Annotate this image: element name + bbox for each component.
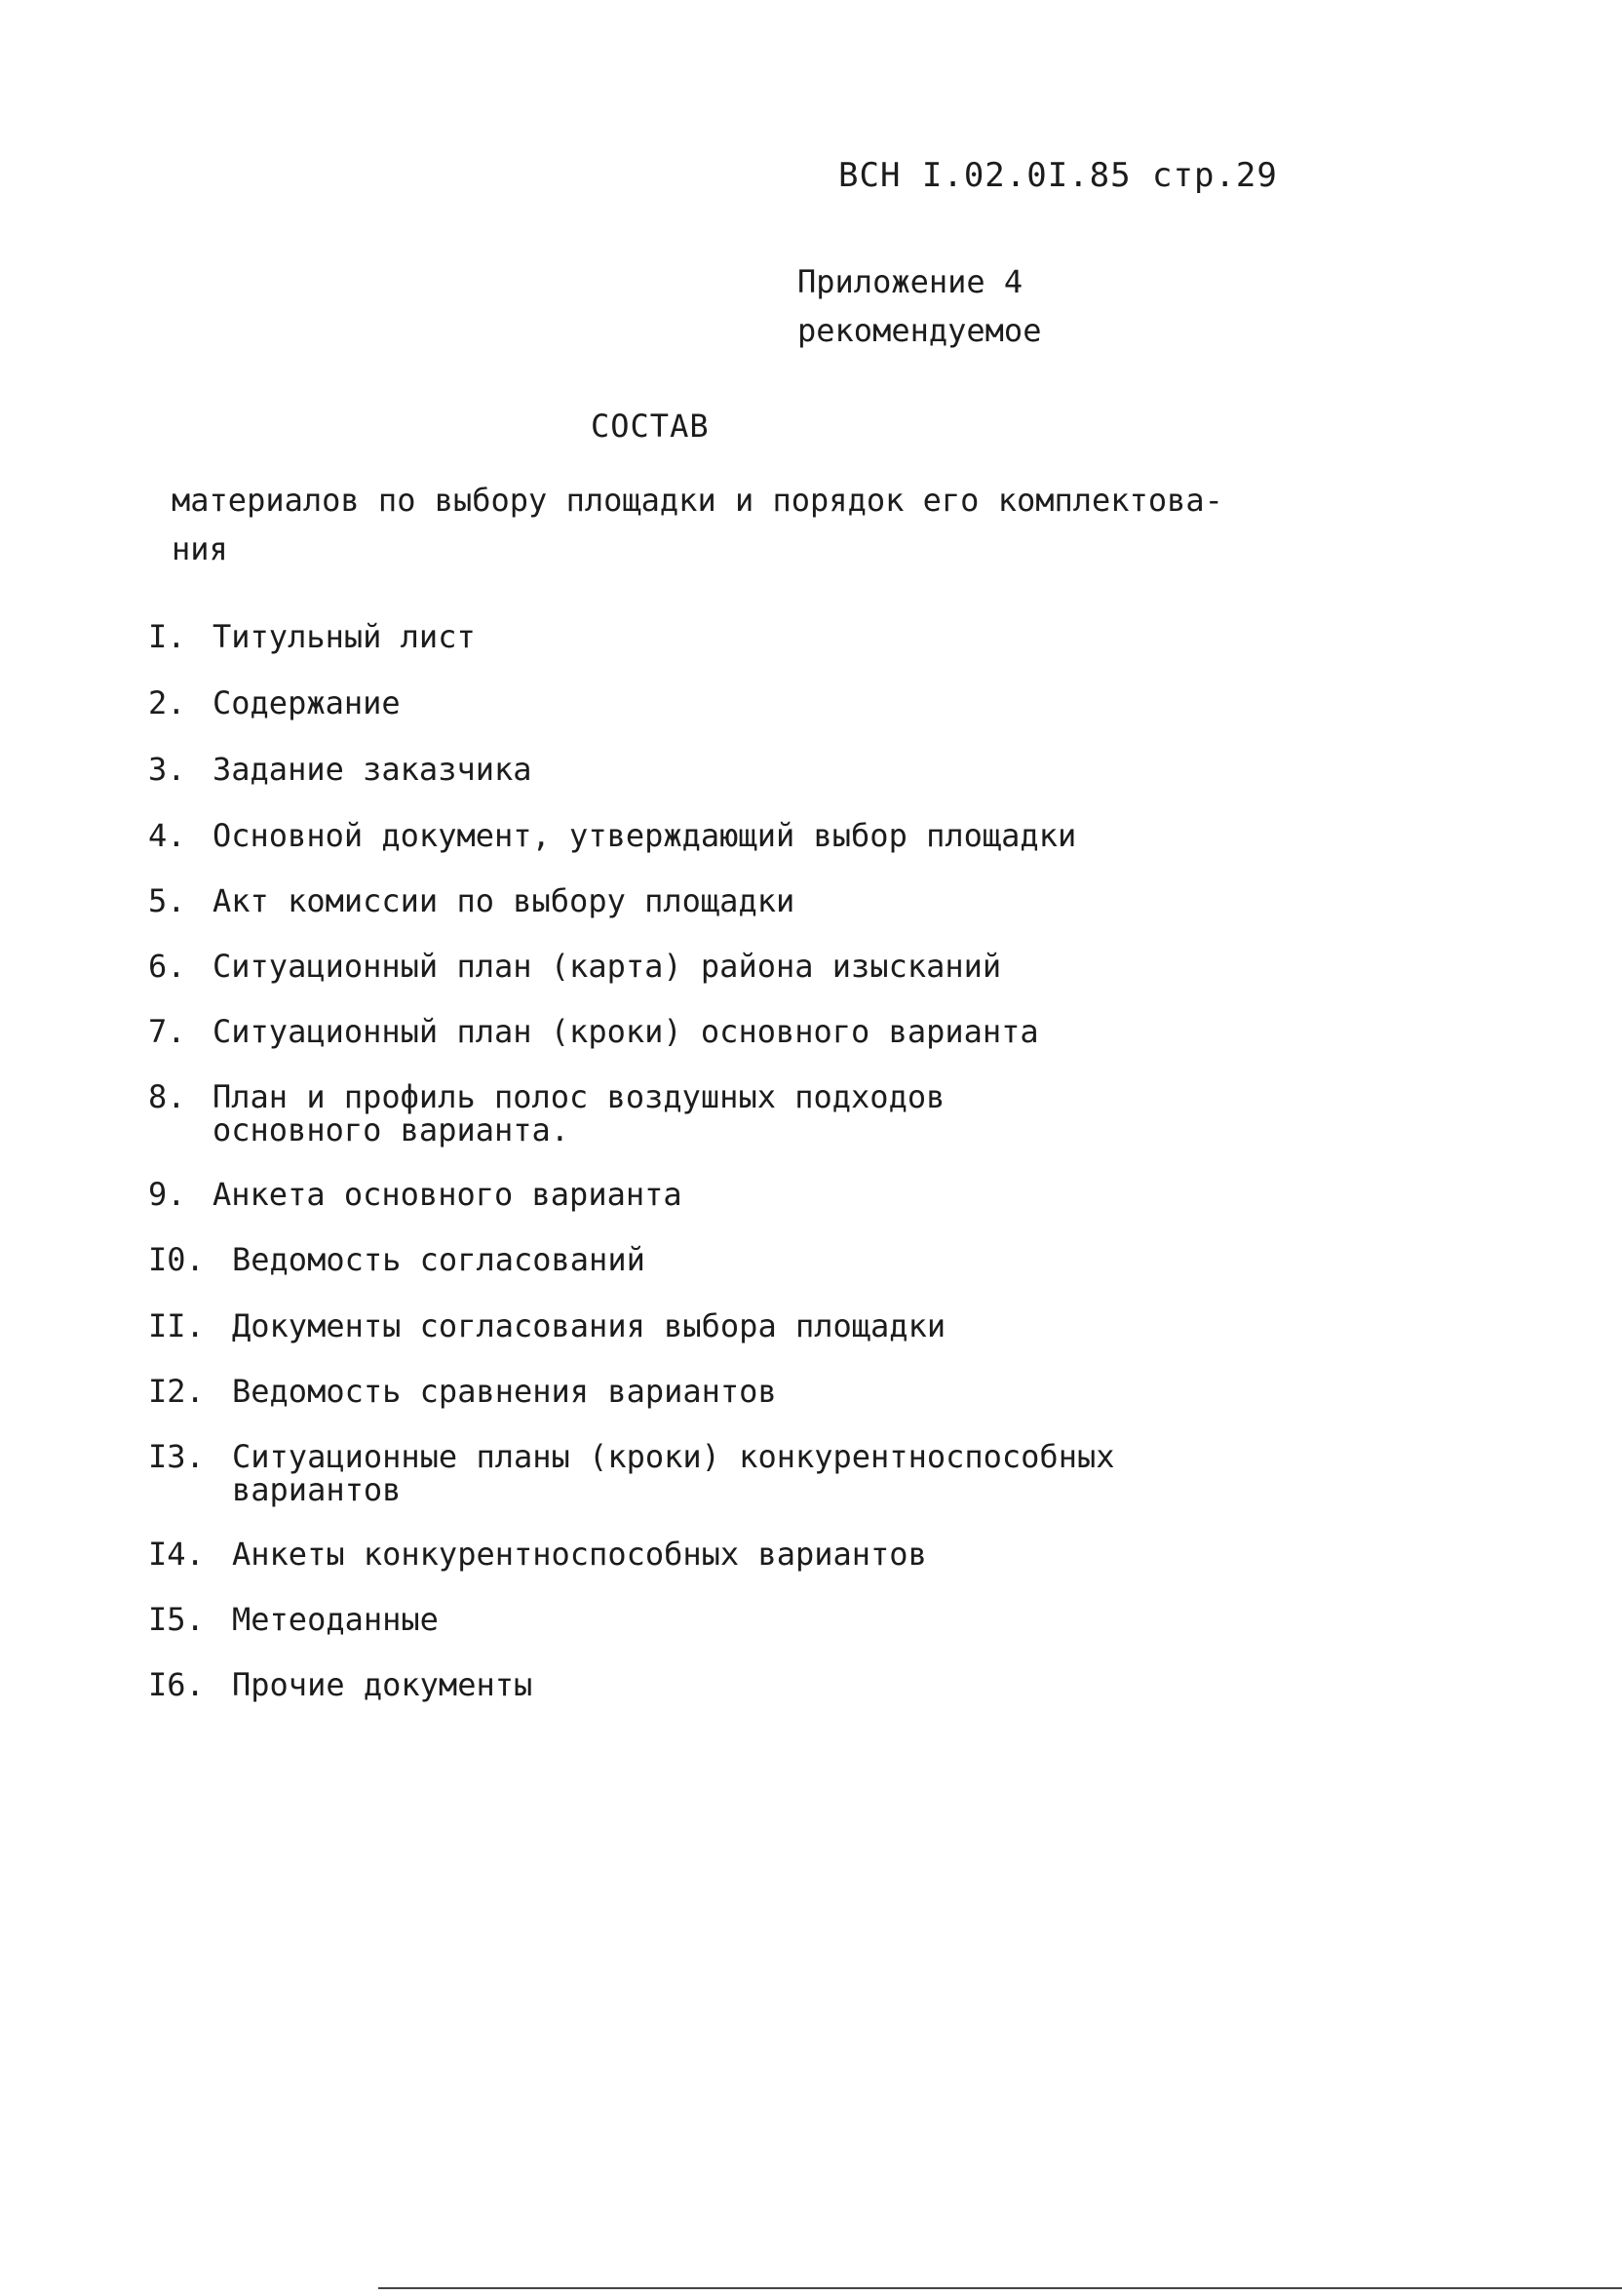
list-item-text: Ситуационный план (кроки) основного варианта bbox=[212, 1013, 1039, 1050]
list-item-number: 8. bbox=[148, 1078, 186, 1115]
list-item bbox=[148, 686, 401, 720]
list-item-text: Акт комиссии по выбору площадки bbox=[212, 882, 795, 919]
list-item-number: 5. bbox=[148, 882, 186, 919]
list-item-text: Задание заказчика bbox=[212, 751, 532, 788]
list-item-number: II. bbox=[148, 1307, 205, 1344]
page-title: СОСТАВ bbox=[591, 408, 710, 445]
list-item-text: План и профиль полос воздушных подходов основного варианта. bbox=[212, 1078, 946, 1148]
document-code-header: ВСН I.02.0I.85 стр.29 bbox=[838, 156, 1278, 195]
list-item-text: Ситуационный план (карта) района изысканий bbox=[212, 948, 1002, 985]
list-item-text: Основной документ, утверждающий выбор площадки bbox=[212, 817, 1077, 854]
list-item bbox=[148, 1178, 682, 1211]
list-item-number: I6. bbox=[148, 1666, 205, 1703]
list-item-number: I2. bbox=[148, 1373, 205, 1410]
subtitle-line-2: ния bbox=[172, 530, 228, 567]
list-item bbox=[148, 1603, 439, 1636]
list-item bbox=[148, 1440, 1114, 1506]
list-item bbox=[148, 1668, 532, 1701]
list-item bbox=[148, 1015, 1039, 1048]
list-item-number: I3. bbox=[148, 1438, 205, 1475]
list-item-text: Анкеты конкурентноспособных вариантов bbox=[232, 1536, 927, 1573]
list-item bbox=[148, 1243, 645, 1276]
list-item-text: Анкета основного варианта bbox=[212, 1176, 682, 1213]
list-item-text: Ситуационные планы (кроки) конкурентноспособных вариантов bbox=[232, 1438, 1115, 1508]
list-item-text: Прочие документы bbox=[232, 1666, 533, 1703]
list-item bbox=[148, 1375, 777, 1408]
annex-label bbox=[797, 257, 1041, 355]
list-item-text: Ведомость согласований bbox=[232, 1241, 645, 1278]
list-item bbox=[148, 950, 1001, 983]
list-item bbox=[148, 753, 532, 786]
subtitle-line-1: материалов по выбору площадки и порядок его комплектова- bbox=[172, 482, 1223, 519]
list-item-number: 7. bbox=[148, 1013, 186, 1050]
list-item-number: I. bbox=[148, 618, 186, 655]
list-item-text: Содержание bbox=[212, 684, 401, 721]
list-item bbox=[148, 819, 1076, 852]
list-item-number: 9. bbox=[148, 1176, 186, 1213]
list-item bbox=[148, 884, 794, 917]
list-item bbox=[148, 620, 476, 653]
list-item-text: Документы согласования выбора площадки bbox=[232, 1307, 946, 1344]
annex-number: Приложение 4 bbox=[797, 263, 1023, 300]
list-item bbox=[148, 1309, 946, 1343]
list-item-text: Титульный лист bbox=[212, 618, 476, 655]
list-item-number: I4. bbox=[148, 1536, 205, 1573]
list-item-number: 2. bbox=[148, 684, 186, 721]
list-item-text: Метеоданные bbox=[232, 1601, 439, 1638]
list-item-number: 3. bbox=[148, 751, 186, 788]
list-item-number: 6. bbox=[148, 948, 186, 985]
list-item bbox=[148, 1080, 945, 1147]
bottom-divider bbox=[378, 2287, 1622, 2289]
list-item-number: I5. bbox=[148, 1601, 205, 1638]
list-item-text: Ведомость сравнения вариантов bbox=[232, 1373, 777, 1410]
page-subtitle bbox=[172, 476, 1341, 573]
annex-status: рекомендуемое bbox=[797, 312, 1042, 349]
list-item bbox=[148, 1537, 927, 1571]
list-item-number: I0. bbox=[148, 1241, 205, 1278]
list-item-number: 4. bbox=[148, 817, 186, 854]
